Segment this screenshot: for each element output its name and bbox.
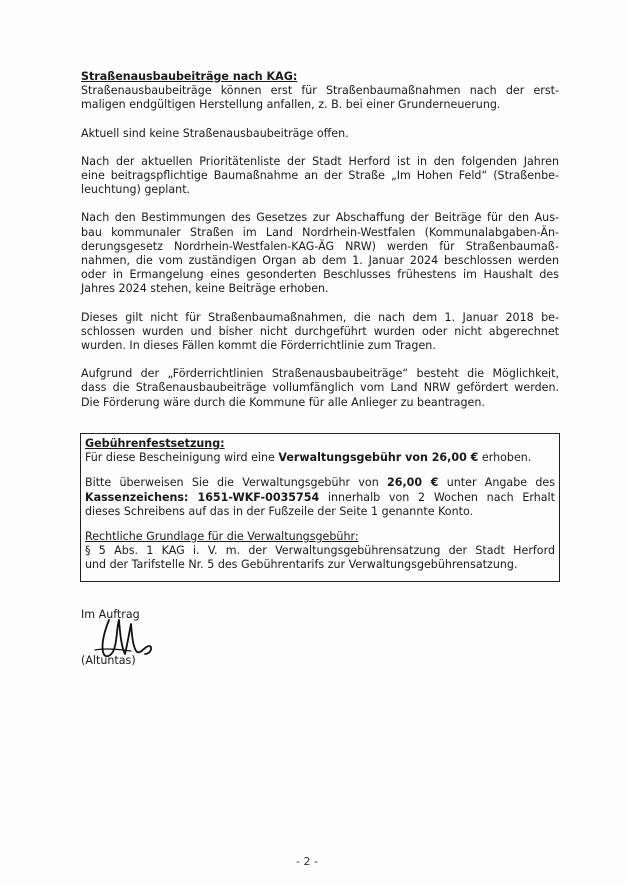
legal-line-1: § 5 Abs. 1 KAG i. V. m. der Verwaltungsgebührensatzung der Stadt Herford (85, 544, 555, 558)
signature-block (81, 608, 201, 678)
fee-amount: Verwaltungsgebühr von 26,00 € (278, 451, 479, 465)
fund-line-1: Aufgrund der „Förderrichtlinien Straßenausbaubeiträge“ besteht die Möglichkeit, (81, 367, 559, 381)
page-number: - 2 - (296, 855, 318, 868)
law-line-4: nahmen, die vom zuständigen Organ ab dem 1. Januar 2024 beschlossen werden (81, 254, 559, 268)
prio-line-3: leuchtung) geplant. (81, 183, 191, 197)
law-line-3: derungsgesetz Nordrhein-Westfalen-KAG-ÄG NRW) werden für Straßenbaumaß- (81, 239, 559, 253)
open-line: Aktuell sind keine Straßenausbaubeiträge offen. (81, 126, 349, 140)
kag-paragraph (81, 70, 559, 113)
pay-line-1 (85, 476, 555, 490)
kag-line-1: Straßenausbaubeiträge können erst für Straßenbaumaßnahmen nach der erst- (81, 84, 559, 98)
exc-line-2: schlossen wurden und bisher nicht durchgeführt wurden oder nicht abgerechnet (81, 324, 559, 338)
prio-line-2: eine beitragspflichtige Baumaßnahme an der Straße „Im Hohen Feld“ (Straßenbe- (81, 169, 559, 183)
on-behalf-label: Im Auftrag (81, 608, 140, 621)
fee-line-pre: Für diese Bescheinigung wird eine (85, 451, 279, 465)
payment-paragraph (85, 476, 555, 519)
body-text (81, 70, 559, 424)
payment-reference: Kassenzeichens: 1651-WKF-0035754 (85, 490, 320, 504)
pay-line-1-pre: Bitte überweisen Sie die Verwaltungsgebühr von (85, 476, 388, 490)
pay-line-2 (85, 491, 555, 505)
exception-paragraph (81, 311, 559, 354)
fund-line-3: Die Förderung wäre durch die Kommune für alle Anlieger zu beantragen. (81, 395, 485, 409)
prio-line-1: Nach der aktuellen Prioritätenliste der Stadt Herford ist in den folgenden Jahren (81, 154, 559, 168)
legal-line-2: und der Tarifstelle Nr. 5 des Gebührentarifs zur Verwaltungsgebührensatzung. (85, 558, 518, 572)
kag-heading: Straßenausbaubeiträge nach KAG: (81, 70, 298, 83)
fee-line-post: erhoben. (478, 451, 532, 465)
law-line-2: bau kommunaler Straßen im Land Nordrhein-Westfalen (Kommunalabgaben-Än- (81, 225, 559, 239)
fee-heading: Gebührenfestsetzung: (85, 437, 225, 450)
priority-paragraph (81, 155, 559, 198)
open-paragraph (81, 127, 559, 141)
fee-box (80, 433, 560, 582)
legal-paragraph (85, 530, 555, 573)
fee-paragraph (85, 437, 555, 465)
funding-paragraph (81, 367, 559, 410)
fund-line-2: dass die Straßenausbaubeiträge vollumfänglich vom Land NRW gefördert werden. (81, 381, 559, 395)
legal-heading: Rechtliche Grundlage für die Verwaltungsgebühr: (85, 530, 359, 544)
pay-line-2-post: innerhalb von 2 Wochen nach Erhalt (319, 490, 555, 504)
kag-line-2: maligen endgültigen Herstellung anfallen, z. B. bei einer Grunderneuerung. (81, 98, 501, 112)
law-line-5: oder in Ermangelung eines gesonderten Beschlusses frühestens im Haushalt des (81, 268, 559, 282)
pay-amount: 26,00 € (387, 476, 439, 490)
exc-line-1: Dieses gilt nicht für Straßenbaumaßnahmen, die nach dem 1. Januar 2018 be- (81, 310, 559, 324)
exc-line-3: wurden. In dieses Fällen kommt die Förderrichtlinie zum Tragen. (81, 339, 436, 353)
law-paragraph (81, 211, 559, 296)
law-line-6: Jahres 2024 stehen, keine Beiträge erhoben. (81, 282, 329, 296)
pay-line-3: dieses Schreibens auf das in der Fußzeile der Seite 1 genannte Konto. (85, 504, 474, 518)
pay-line-1-post: unter Angabe des (438, 476, 556, 490)
fee-line (85, 451, 555, 465)
law-line-1: Nach den Bestimmungen des Gesetzes zur Abschaffung der Beiträge für den Aus- (81, 211, 559, 225)
signatory-name: (Altuntas) (81, 654, 136, 667)
